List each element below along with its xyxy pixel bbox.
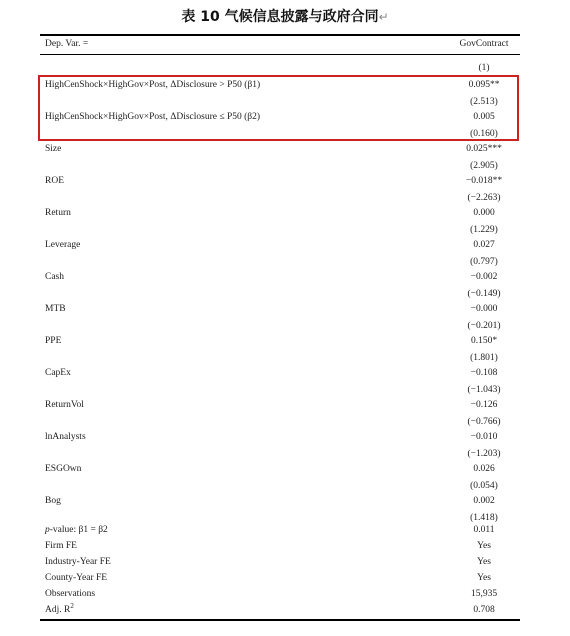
industry-year-fe-value: Yes xyxy=(477,557,491,567)
row-label: Cash xyxy=(45,272,64,282)
row-coefficient: 0.095** xyxy=(468,80,500,90)
row-t-stat: (−0.766) xyxy=(467,417,501,427)
industry-year-fe-label: Industry-Year FE xyxy=(45,557,111,567)
column-number: (1) xyxy=(478,63,490,73)
firm-fe-value: Yes xyxy=(477,541,491,551)
row-coefficient: −0.010 xyxy=(470,432,498,442)
observations-label: Observations xyxy=(45,589,96,599)
row-coefficient: 0.000 xyxy=(473,208,495,218)
pvalue: 0.011 xyxy=(473,525,495,535)
row-coefficient: −0.000 xyxy=(470,304,498,314)
row-coefficient: −0.018** xyxy=(465,176,503,186)
row-coefficient: 0.027 xyxy=(473,240,495,250)
observations-value: 15,935 xyxy=(470,589,498,599)
adj-r2-value: 0.708 xyxy=(473,605,495,615)
row-label: HighCenShock×HighGov×Post, ΔDisclosure > P50 (β1) xyxy=(45,80,261,90)
table-title: 表 10 气候信息披露与政府合同↵ xyxy=(181,9,389,25)
pvalue-label: p-value: β1 = β2 xyxy=(45,525,108,535)
county-year-fe-label: County-Year FE xyxy=(45,573,108,583)
firm-fe-label: Firm FE xyxy=(45,541,77,551)
top-rule xyxy=(40,34,520,36)
row-t-stat: (−1.043) xyxy=(467,385,501,395)
row-t-stat: (1.229) xyxy=(470,225,498,235)
header-rule xyxy=(40,54,520,55)
row-label: ROE xyxy=(45,176,64,186)
row-coefficient: 0.150* xyxy=(470,336,498,346)
row-coefficient: 0.026 xyxy=(473,464,495,474)
row-label: Size xyxy=(45,144,62,154)
row-t-stat: (1.801) xyxy=(470,353,498,363)
row-label: HighCenShock×HighGov×Post, ΔDisclosure ≤ P50 (β2) xyxy=(45,112,261,122)
row-t-stat: (−0.149) xyxy=(467,289,501,299)
row-coefficient: 0.002 xyxy=(473,496,495,506)
return-mark-icon: ↵ xyxy=(378,10,389,24)
row-t-stat: (0.797) xyxy=(470,257,498,267)
row-coefficient: 0.025*** xyxy=(466,144,502,154)
row-label: ESGOwn xyxy=(45,464,82,474)
adj-r2-label: Adj. $R^2$ xyxy=(45,601,74,615)
row-label: Leverage xyxy=(45,240,81,250)
row-coefficient: −0.126 xyxy=(470,400,498,410)
row-label: PPE xyxy=(45,336,62,346)
bottom-rule xyxy=(40,619,520,621)
row-label: Return xyxy=(45,208,71,218)
row-label: CapEx xyxy=(45,368,71,378)
row-label: MTB xyxy=(45,304,66,314)
row-t-stat: (−2.263) xyxy=(467,193,501,203)
row-label: Bog xyxy=(45,496,61,506)
row-coefficient: 0.005 xyxy=(473,112,495,122)
column-header: GovContract xyxy=(459,39,509,49)
row-label: lnAnalysts xyxy=(45,432,86,442)
row-t-stat: (1.418) xyxy=(470,513,498,523)
row-t-stat: (−1.203) xyxy=(467,449,501,459)
dep-var-label: Dep. Var. = xyxy=(45,39,89,49)
row-t-stat: (−0.201) xyxy=(467,321,501,331)
row-t-stat: (0.054) xyxy=(470,481,498,491)
row-coefficient: −0.108 xyxy=(470,368,498,378)
row-t-stat: (0.160) xyxy=(470,129,498,139)
row-t-stat: (2.905) xyxy=(470,161,498,171)
row-coefficient: −0.002 xyxy=(470,272,498,282)
row-t-stat: (2.513) xyxy=(470,97,498,107)
county-year-fe-value: Yes xyxy=(477,573,491,583)
row-label: ReturnVol xyxy=(45,400,84,410)
